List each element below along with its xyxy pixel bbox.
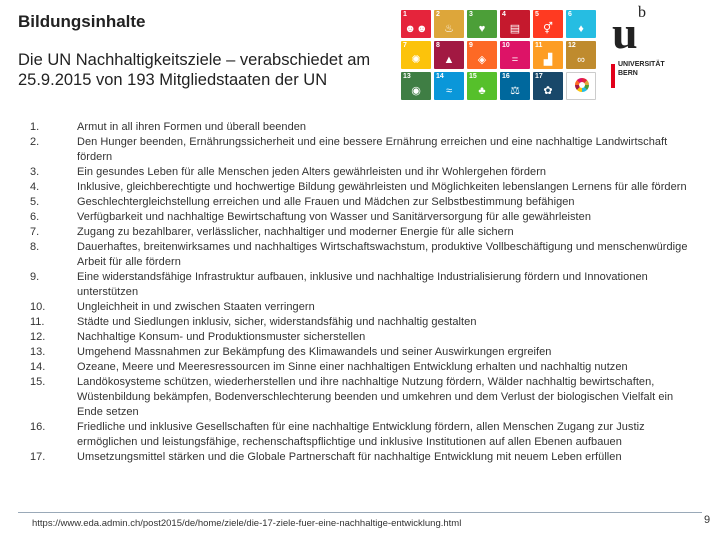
goal-number: 2. [30,136,40,148]
sdg-tile [533,41,563,69]
goal-number: 4. [30,181,40,193]
goal-number: 14. [30,361,46,373]
slide-subtitle: Die UN Nachhaltigkeitsziele – verabschiedet am 25.9.2015 von 193 Mitgliedstaaten der UN [18,51,371,89]
goal-text: Städte und Siedlungen inklusiv, sicher, widerstandsfähig und nachhaltig gestalten [77,316,477,328]
fish-icon: ≈ [445,85,453,97]
sdg-tile [401,10,431,38]
goal-text: Ungleichheit in und zwischen Staaten verringern [77,301,315,313]
sdg-tile [500,10,530,38]
sdg-tile-number: 8 [436,42,440,49]
sdg-tile-number: 5 [535,11,539,18]
sdg-tile-number: 1 [403,11,407,18]
goal-text: Inklusive, gleichberechtigte und hochwertige Bildung gewährleisten und Möglichkeiten lebenslangen Lernens für alle fördern [77,181,687,193]
goal-number: 12. [30,331,46,343]
list-item [30,300,690,315]
goal-text: Den Hunger beenden, Ernährungssicherheit und eine bessere Ernährung erreichen und eine nachhaltige Landwirtschaft fördern [77,136,668,163]
list-item [30,345,690,360]
list-item [30,360,690,375]
sdg-tile [566,72,596,100]
goal-text: Zugang zu bezahlbarer, verlässlicher, nachhaltiger und moderner Energie für alle sichern [77,226,514,238]
sdg-tile [434,72,464,100]
goal-text: Umgehend Massnahmen zur Bekämpfung des Klimawandels und seiner Auswirkungen ergreifen [77,346,552,358]
goal-text: Verfügbarkeit und nachhaltige Bewirtschaftung von Wasser und Sanitärversorgung für alle gewährleisten [77,211,591,223]
sdg-tile [401,72,431,100]
sdg-tile [467,41,497,69]
goal-number: 13. [30,346,46,358]
sdg-tile [500,41,530,69]
list-item [30,450,690,465]
list-item [30,180,690,195]
sdg-tile [566,41,596,69]
sdg-tile [500,72,530,100]
rings-icon: ✿ [543,85,553,97]
goal-number: 6. [30,211,40,223]
list-item [30,120,690,135]
list-item [30,225,690,240]
sdg-tile-number: 7 [403,42,407,49]
university-logo [612,0,672,60]
city-icon: ▟ [543,54,553,66]
list-item [30,240,690,270]
sdg-tile-number: 13 [403,73,411,80]
list-item [30,195,690,210]
sdg-icon-grid [401,10,597,102]
bowl-icon: ♨ [444,23,454,35]
goal-number: 9. [30,271,40,283]
source-link[interactable]: https://www.eda.admin.ch/post2015/de/home/ziele/die-17-ziele-fuer-eine-nachhaltige-entwicklung.html [32,518,462,529]
list-item [30,270,690,300]
tree-icon: ♣ [478,85,486,97]
goal-text: Landökosysteme schützen, wiederherstellen und ihre nachhaltige Nutzung fördern, Wälder nachhaltig bewirtschaften, Wüstenbildung bekämpfen, Bodenverschlechterung beenden und umkehren und dem Verlust der biologischen Vielfalt ein Ende setzen [77,376,674,418]
sun-icon: ✺ [411,54,421,66]
goal-number: 7. [30,226,40,238]
sdg-tile [467,10,497,38]
sdg-tile [533,10,563,38]
goal-text: Dauerhaftes, breitenwirksames und nachhaltiges Wirtschaftswachstum, produktive Vollbeschäftigung und menschenwürdige Arbeit für alle fördern [77,241,688,268]
goal-text: Friedliche und inklusive Gesellschaften für eine nachhaltige Entwicklung fördern, allen Menschen Zugang zur Justiz ermöglichen und leistungsfähige, rechenschaftspflichtige und inklusive Institutionen auf allen Ebenen aufbauen [77,421,645,448]
people-icon: ☻☻ [404,23,428,35]
infinity-icon: ∞ [577,54,585,66]
goal-number: 5. [30,196,40,208]
sdg-tile-number: 14 [436,73,444,80]
growth-icon: ▲ [443,54,455,66]
sdg-tile-number: 4 [502,11,506,18]
page-number: 9 [704,514,711,526]
list-item [30,165,690,180]
logo-letter-u: u [612,7,638,58]
sdg-tile-number: 10 [502,42,510,49]
sdg-tile-number: 11 [535,42,543,49]
sdg-tile [467,72,497,100]
logo-line-1: UNIVERSITÄT [618,61,665,68]
sdg-tile-number: 15 [469,73,477,80]
goal-number: 17. [30,451,46,463]
goal-number: 3. [30,166,40,178]
sdg-tile-number: 12 [568,42,576,49]
sdg-wheel-icon [575,78,589,92]
list-item [30,330,690,345]
logo-wordmark [608,60,665,78]
sdg-tile-number: 3 [469,11,473,18]
list-item [30,210,690,225]
goal-text: Geschlechtergleichstellung erreichen und alle Frauen und Mädchen zur Selbstbestimmung befähigen [77,196,575,208]
sdg-tile-number: 16 [502,73,510,80]
goal-number: 15. [30,376,46,388]
eye-icon: ◉ [411,85,421,97]
sdg-tile [566,10,596,38]
logo-letter-b: b [638,4,646,21]
goal-text: Eine widerstandsfähige Infrastruktur aufbauen, inklusive und nachhaltige Industrialisierung fördern und Innovationen unterstützen [77,271,648,298]
goal-text: Nachhaltige Konsum- und Produktionsmuster sicherstellen [77,331,366,343]
sdg-tile-number: 2 [436,11,440,18]
sdg-tile [533,72,563,100]
sdg-tile-number: 17 [535,73,543,80]
goal-number: 11. [30,316,45,328]
goal-text: Ein gesundes Leben für alle Menschen jeden Alters gewährleisten und ihr Wohlergehen fördern [77,166,547,178]
water-icon: ♦ [578,23,584,35]
book-icon: ▤ [509,23,521,35]
goal-text: Armut in all ihren Formen und überall beenden [77,121,307,133]
gender-icon: ⚥ [543,23,553,35]
slide-title: Bildungsinhalte [18,12,146,31]
sdg-tile-number: 6 [568,11,572,18]
footer-divider [18,512,702,513]
list-item [30,375,690,420]
dove-icon: ⚖ [510,85,520,97]
logo-line-2: BERN [618,70,638,77]
cubes-icon: ◈ [477,54,487,66]
equal-icon: = [511,54,519,66]
sdg-tile [401,41,431,69]
sdg-tile-number: 9 [469,42,473,49]
sdg-goal-list [30,120,690,465]
goal-number: 16. [30,421,46,433]
goal-text: Umsetzungsmittel stärken und die Globale Partnerschaft für nachhaltige Entwicklung mit neuem Leben erfüllen [77,451,622,463]
sdg-tile [434,41,464,69]
goal-text: Ozeane, Meere und Meeresressourcen im Sinne einer nachhaltigen Entwicklung erhalten und nachhaltig nutzen [77,361,628,373]
goal-number: 10. [30,301,46,313]
goal-number: 1. [30,121,40,133]
list-item [30,315,690,330]
heartbeat-icon: ♥ [478,23,486,35]
sdg-tile [434,10,464,38]
goal-number: 8. [30,241,40,253]
list-item [30,420,690,450]
list-item [30,135,690,165]
